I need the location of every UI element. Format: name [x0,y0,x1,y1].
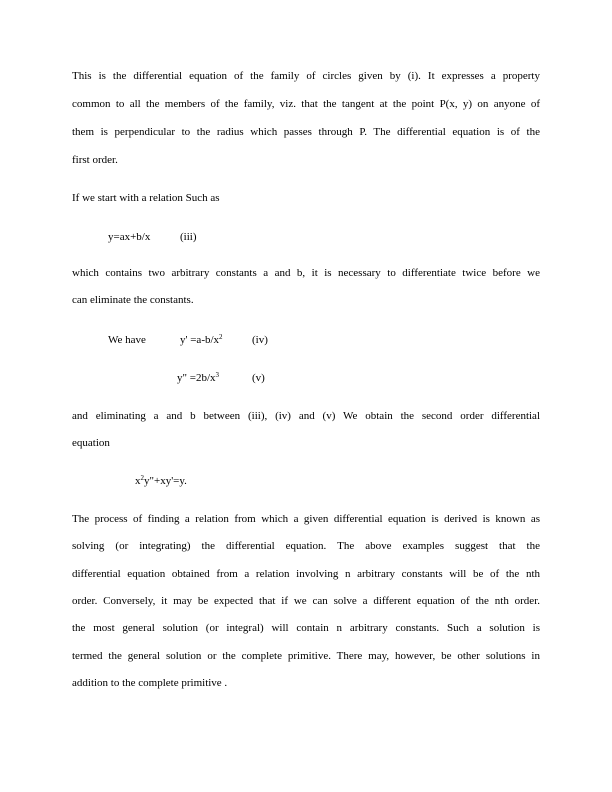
text-line: equation [72,437,110,449]
text-line: order. Conversely, it may be expected that if we can solve a different equation of the nth order. [72,595,540,607]
text-line: termed the general solution or the complete primitive. There may, however, be other solutions in [72,650,540,662]
equation-label: (v) [252,372,265,384]
text-line: The process of finding a relation from which a given differential equation is derived is known as [72,513,540,525]
text-line: which contains two arbitrary constants a and b, it is necessary to differentiate twice before we [72,267,540,279]
text-line: If we start with a relation Such as [72,192,220,204]
text-line: addition to the complete primitive . [72,677,228,689]
equation-label: (iv) [252,334,268,346]
equation-v: y" $=2b/x^3$ [177,371,219,384]
text-line: solving (or integrating) the differential equation. The above examples suggest that the [72,540,540,552]
text-line: can eliminate the constants. [72,294,194,306]
text-line: and eliminating a and b between (iii), (iv) and (v) We obtain the second order differential [72,410,540,422]
text-line: them is perpendicular to the radius which passes through P. The differential equation is of the [72,126,540,138]
text-line: This is the differential equation of the family of circles given by (i). It expresses a property [72,70,540,82]
equation-lead: We have [108,334,146,346]
text-line: the most general solution (or integral) will contain n arbitrary constants. Such a solution is [72,622,540,634]
text-line: common to all the members of the family, viz. that the tangent at the point P(x, y) on anyone of [72,98,540,110]
text-line: differential equation obtained from a relation involving n arbitrary constants will be of the nth [72,568,540,580]
text-line: first order. [72,154,118,166]
equation-label: (iii) [180,231,197,243]
equation-result: $x^2y"+xy'=y$. [135,474,187,487]
equation-iii: y=ax+b/x [108,231,151,243]
equation-iv: $y' =a-b/x^2$ [180,333,223,346]
